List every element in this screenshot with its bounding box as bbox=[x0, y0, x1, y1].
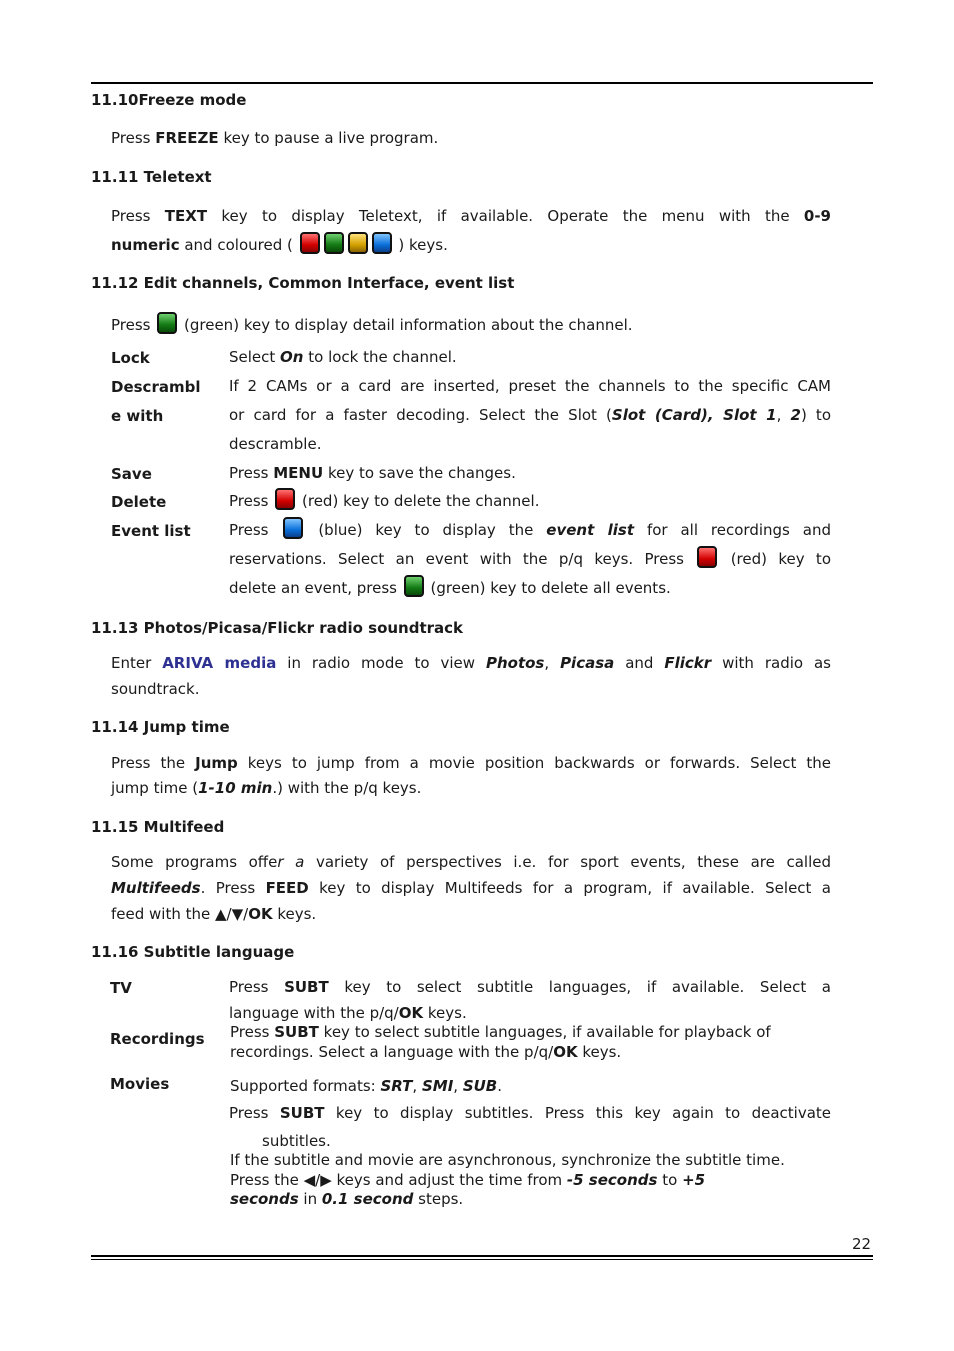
desc-lock: Select On to lock the channel. bbox=[229, 348, 457, 366]
green-key-icon bbox=[404, 575, 424, 597]
label-delete: Delete bbox=[111, 493, 167, 511]
heading-multifeed: 11.15 Multifeed bbox=[91, 818, 225, 836]
bottom-rule-thick bbox=[91, 1255, 873, 1257]
desc-event-list-1: Press (blue) key to display the event list for all recordings and bbox=[229, 516, 831, 545]
label-movies: Movies bbox=[110, 1075, 170, 1093]
label-tv: TV bbox=[110, 979, 132, 997]
teletext-line-1: Press TEXT key to display Teletext, if available. Operate the menu with the 0-9 bbox=[111, 207, 831, 225]
desc-movies-3: If the subtitle and movie are asynchronous, synchronize the subtitle time. bbox=[230, 1151, 785, 1169]
desc-event-list-2: reservations. Select an event with the p/q keys. Press (red) key to bbox=[229, 545, 831, 574]
label-lock: Lock bbox=[111, 349, 150, 367]
desc-event-list-3: delete an event, press (green) key to delete all events. bbox=[229, 574, 831, 603]
blue-key-icon bbox=[372, 232, 392, 254]
edit-channels-intro: Press (green) key to display detail information about the channel. bbox=[111, 312, 831, 338]
desc-delete: Press (red) key to delete the channel. bbox=[229, 487, 831, 516]
desc-movies-5: seconds in 0.1 second steps. bbox=[230, 1190, 464, 1208]
red-key-icon bbox=[300, 232, 320, 254]
photos-line-2: soundtrack. bbox=[111, 680, 200, 698]
red-key-icon bbox=[697, 546, 717, 568]
teletext-line-2: numeric and coloured ( ) keys. bbox=[111, 232, 831, 258]
bottom-rule-thin bbox=[91, 1259, 873, 1260]
desc-movies-4: Press the ◀/▶ keys and adjust the time from -5 seconds to +5 bbox=[230, 1171, 706, 1189]
desc-descramble-2: or card for a faster decoding. Select the Slot (Slot (Card), Slot 1, 2) to bbox=[229, 406, 831, 424]
multifeed-line-2: Multifeeds. Press FEED key to display Multifeeds for a program, if available. Select a bbox=[111, 879, 831, 897]
label-descramble-1: Descrambl bbox=[111, 378, 201, 396]
freeze-text: Press FREEZE key to pause a live program. bbox=[111, 129, 439, 147]
heading-teletext: 11.11 Teletext bbox=[91, 168, 212, 186]
desc-tv-1: Press SUBT key to select subtitle languages, if available. Select a bbox=[229, 978, 831, 996]
desc-recordings-2: recordings. Select a language with the p/q/OK keys. bbox=[230, 1043, 622, 1061]
desc-descramble-3: descramble. bbox=[229, 435, 322, 453]
label-save: Save bbox=[111, 465, 152, 483]
red-key-icon bbox=[275, 488, 295, 510]
heading-jump-time: 11.14 Jump time bbox=[91, 718, 230, 736]
page-number: 22 bbox=[852, 1235, 872, 1253]
blue-key-icon bbox=[283, 517, 303, 539]
desc-movies-formats: Supported formats: SRT, SMI, SUB. bbox=[230, 1077, 503, 1095]
desc-save: Press MENU key to save the changes. bbox=[229, 464, 516, 482]
multifeed-line-3: feed with the ▲/▼/OK keys. bbox=[111, 905, 317, 923]
top-rule bbox=[91, 82, 873, 84]
jump-line-2: jump time (1-10 min.) with the p/q keys. bbox=[111, 779, 422, 797]
desc-movies-2: subtitles. bbox=[262, 1132, 331, 1150]
desc-tv-2: language with the p/q/OK keys. bbox=[229, 1004, 467, 1022]
yellow-key-icon bbox=[348, 232, 368, 254]
heading-photos-radio: 11.13 Photos/Picasa/Flickr radio soundtrack bbox=[91, 619, 464, 637]
multifeed-line-1: Some programs offer a variety of perspectives i.e. for sport events, these are called bbox=[111, 853, 831, 871]
desc-descramble-1: If 2 CAMs or a card are inserted, preset the channels to the specific CAM bbox=[229, 377, 831, 395]
photos-line-1: Enter ARIVA media in radio mode to view Photos, Picasa and Flickr with radio as bbox=[111, 654, 832, 672]
label-recordings: Recordings bbox=[110, 1030, 205, 1048]
label-descramble-2: e with bbox=[111, 407, 164, 425]
green-key-icon bbox=[157, 312, 177, 334]
jump-line-1: Press the Jump keys to jump from a movie position backwards or forwards. Select the bbox=[111, 754, 831, 772]
heading-subtitle-language: 11.16 Subtitle language bbox=[91, 943, 295, 961]
green-key-icon bbox=[324, 232, 344, 254]
label-event-list: Event list bbox=[111, 522, 191, 540]
heading-edit-channels: 11.12 Edit channels, Common Interface, event list bbox=[91, 274, 515, 292]
desc-movies-1: Press SUBT key to display subtitles. Press this key again to deactivate bbox=[229, 1104, 831, 1122]
heading-freeze-mode: 11.10Freeze mode bbox=[91, 91, 247, 109]
desc-recordings-1: Press SUBT key to select subtitle languages, if available for playback of bbox=[230, 1023, 771, 1041]
